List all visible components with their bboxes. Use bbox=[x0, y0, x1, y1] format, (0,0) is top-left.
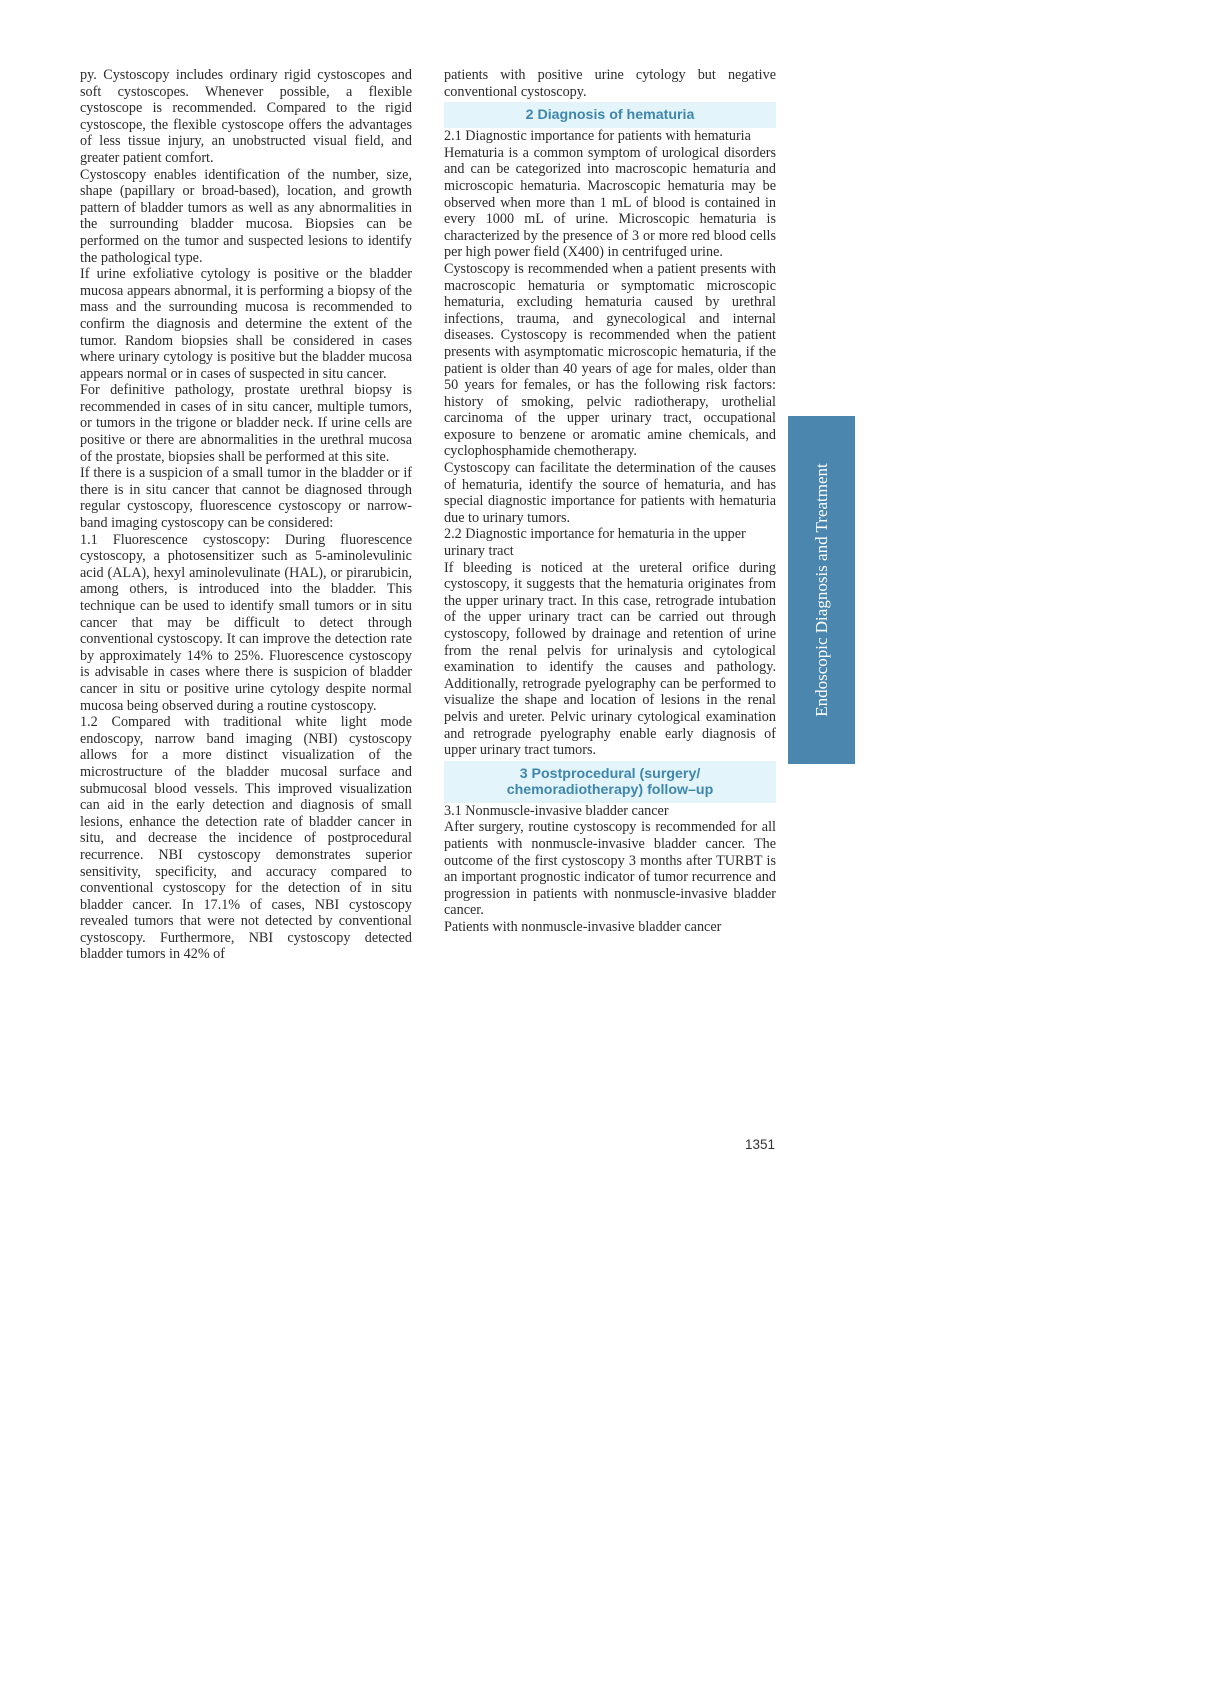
paragraph: Cystoscopy is recommended when a patient presents with macroscopic hematuria or symptomatic microscopic hematuria, excluding hematuria caused by urethral infections, trauma, and gynecological and internal diseases. Cystoscopy is recommended when the patient presents with asymptomatic microscopic hematuria, if the patient is older than 40 years of age for males, older than 50 years for females, or has the following risk factors: history of smoking, pelvic radiotherapy, urothelial carcinoma of the upper urinary tract, occupational exposure to benzene or aromatic amine chemicals, and cyclophosphamide chemotherapy. bbox=[444, 260, 776, 460]
section-heading: chemoradiotherapy) follow–up bbox=[506, 781, 714, 798]
paragraph: Hematuria is a common symptom of urological disorders and can be categorized into macroscopic hematuria and microscopic hematuria. Macroscopic hematuria may be observed when more than 1 mL of blood is contained in every 1000 mL of urine. Microscopic hematuria is characterized by the presence of 3 or more red blood cells per high power field (X400) in centrifuged urine. bbox=[444, 144, 776, 261]
paragraph: After surgery, routine cystoscopy is recommended for all patients with nonmuscle-invasive bladder cancer. The outcome of the first cystoscopy 3 months after TURBT is an important prognostic indicator of tumor recurrence and progression in patients with nonmuscle-invasive bladder cancer. bbox=[444, 819, 776, 919]
section-heading: 3 Postprocedural (surgery/ bbox=[519, 765, 701, 782]
left-column bbox=[80, 67, 412, 963]
section-heading-box bbox=[444, 761, 776, 803]
paragraph: 1.1 Fluorescence cystoscopy: During fluorescence cystoscopy, a photosensitizer such as 5-aminolevulinic acid (ALA), hexyl aminolevulinate (HAL), or pirarubicin, among others, is introduced into the bladder. This technique can be used to identify small tumors or in situ cancer that may be difficult to detect through conventional cystoscopy. It can improve the detection rate by approximately 14% to 25%. Fluorescence cystoscopy is advisable in cases where there is suspicion of bladder cancer in situ or positive urine cytology despite normal mucosa being observed during a routine cystoscopy. bbox=[80, 531, 412, 714]
chapter-side-tab bbox=[788, 416, 855, 764]
page-number: 1351 bbox=[744, 1137, 775, 1152]
paragraph: patients with positive urine cytology but negative conventional cystoscopy. bbox=[444, 67, 776, 100]
paragraph: py. Cystoscopy includes ordinary rigid cystoscopes and soft cystoscopes. Whenever possible, a flexible cystoscope is recommended. Compared to the rigid cystoscope, the flexible cystoscope offers the advantages of less tissue injury, an unobstructed visual field, and greater patient comfort. bbox=[80, 67, 412, 166]
paragraph: If urine exfoliative cytology is positive or the bladder mucosa appears abnormal, it is performing a biopsy of the mass and the surrounding mucosa is recommended to confirm the diagnosis and determine the extent of the tumor. Random biopsies shall be considered in cases where urinary cytology is positive but the bladder mucosa appears normal or in cases of suspected in situ cancer. bbox=[80, 266, 412, 382]
subsection-heading: 3.1 Nonmuscle-invasive bladder cancer bbox=[444, 802, 669, 819]
paragraph: Cystoscopy can facilitate the determination of the causes of hematuria, identify the source of hematuria, and has special diagnostic importance for patients with hematuria due to urinary tumors. bbox=[444, 460, 776, 526]
chapter-side-tab-label: Endoscopic Diagnosis and Treatment bbox=[811, 463, 831, 717]
section-heading-box bbox=[444, 102, 776, 128]
paragraph: For definitive pathology, prostate urethral biopsy is recommended in cases of in situ cancer, multiple tumors, or tumors in the trigone or bladder neck. If urine cells are positive or there are abnormalities in the urethral mucosa of the prostate, biopsies shall be performed at this site. bbox=[80, 382, 412, 465]
paragraph: 1.2 Compared with traditional white light mode endoscopy, narrow band imaging (NBI) cystoscopy allows for a more distinct visualization of the microstructure of the bladder mucosal surface and submucosal blood vessels. This improved visualization can aid in the early detection and diagnosis of small lesions, enhance the detection rate of bladder cancer in situ, and decrease the incidence of postprocedural recurrence. NBI cystoscopy demonstrates superior sensitivity, specificity, and accuracy compared to conventional cystoscopy for the detection of in situ bladder cancer. In 17.1% of cases, NBI cystoscopy revealed tumors that were not detected by conventional cystoscopy. Furthermore, NBI cystoscopy detected bladder tumors in 42% of bbox=[80, 714, 412, 963]
paragraph: Patients with nonmuscle-invasive bladder cancer bbox=[444, 918, 722, 935]
paragraph: If there is a suspicion of a small tumor in the bladder or if there is in situ cancer that cannot be diagnosed through regular cystoscopy, fluorescence cystoscopy or narrow-band imaging cystoscopy can be considered: bbox=[80, 465, 412, 532]
paragraph: Cystoscopy enables identification of the number, size, shape (papillary or broad-based), location, and growth pattern of bladder tumors as well as any abnormalities in the surrounding bladder mucosa. Biopsies can be performed on the tumor and suspected lesions to identify the pathological type. bbox=[80, 166, 412, 266]
paragraph: If bleeding is noticed at the ureteral orifice during cystoscopy, it suggests that the hematuria originates from the upper urinary tract. In this case, retrograde intubation of the upper urinary tract can be carried out through cystoscopy, followed by drainage and retention of urine from the renal pelvis for urinalysis and cytological examination to identify the causes and pathology. Additionally, retrograde pyelography can be performed to visualize the shape and location of lesions in the renal pelvis and ureter. Pelvic urinary cytological examination and retrograde pyelography enable early diagnosis of upper urinary tract tumors. bbox=[444, 559, 776, 759]
section-heading: 2 Diagnosis of hematuria bbox=[525, 107, 695, 124]
subsection-heading: 2.1 Diagnostic importance for patients with hematuria bbox=[444, 128, 751, 145]
right-column bbox=[444, 67, 776, 936]
subsection-heading: 2.2 Diagnostic importance for hematuria in the upper urinary tract bbox=[444, 526, 746, 560]
